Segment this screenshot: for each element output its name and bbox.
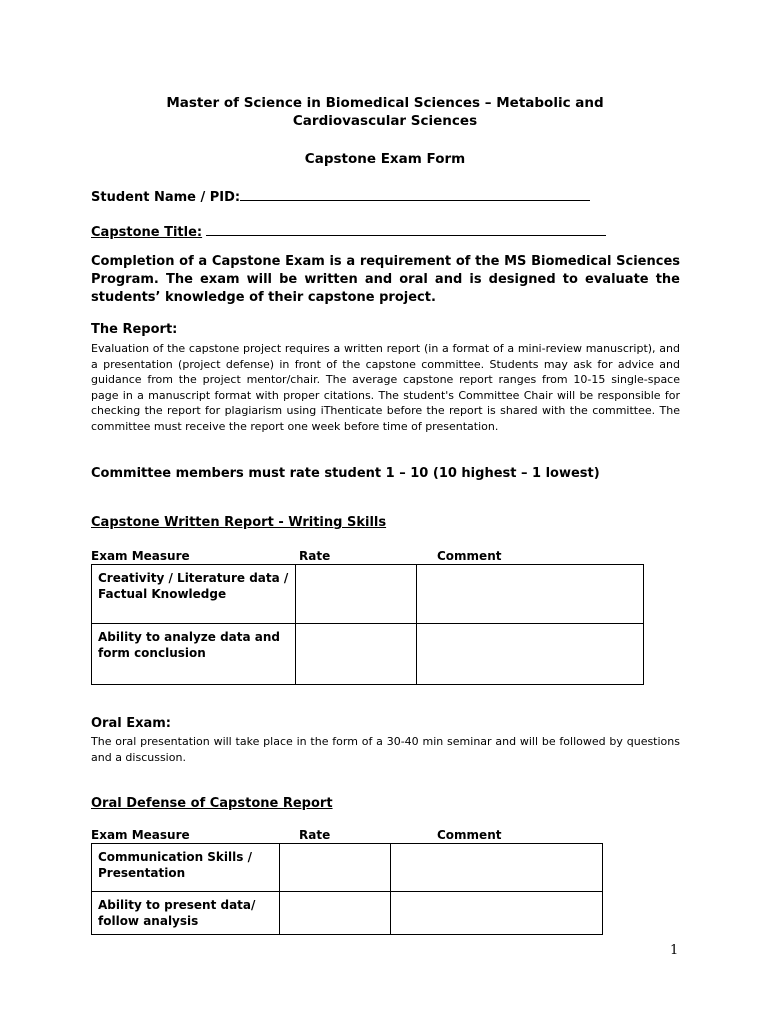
- measure-cell: Ability to analyze data and form conclusion: [92, 624, 296, 685]
- rate-cell[interactable]: [296, 624, 417, 685]
- rate-cell[interactable]: [296, 565, 417, 624]
- table-row: [92, 844, 603, 892]
- table-row: [92, 565, 644, 624]
- oral-defense-table: [91, 843, 603, 935]
- program-title-line1: Master of Science in Biomedical Sciences – Metabolic and: [166, 95, 604, 111]
- comment-cell[interactable]: [417, 624, 644, 685]
- measure-cell: Ability to present data/ follow analysis: [92, 892, 280, 935]
- report-paragraph: Evaluation of the capstone project requires a written report (in a format of a mini-review manuscript), and a presentation (project defense) in front of the capstone committee. Students may ask for advice and guidance from the project mentor/chair. The average capstone report ranges from 10-15 single-space page in a manuscript format with proper citations. The student's Committee Chair will be responsible for checking the report for plagiarism using iThenticate before the report is shared with the committee. The committee must receive the report one week before time of presentation.: [91, 342, 680, 433]
- comment-cell[interactable]: [417, 565, 644, 624]
- table-row: [92, 624, 644, 685]
- measure-cell: Communication Skills / Presentation: [92, 844, 280, 892]
- student-name-label: Student Name / PID:: [91, 190, 241, 205]
- student-name-blank[interactable]: [240, 187, 590, 201]
- oral-col-measure: Exam Measure: [91, 828, 190, 842]
- oral-exam-paragraph: The oral presentation will take place in the form of a 30-40 min seminar and will be followed by questions and a discussion.: [91, 735, 680, 764]
- oral-col-rate: Rate: [299, 828, 331, 842]
- comment-cell[interactable]: [391, 844, 603, 892]
- written-report-heading: Capstone Written Report - Writing Skills: [91, 515, 387, 530]
- written-col-measure: Exam Measure: [91, 549, 190, 563]
- capstone-title-field[interactable]: [91, 222, 606, 240]
- rate-cell[interactable]: [280, 844, 391, 892]
- capstone-title-label: Capstone Title:: [91, 225, 203, 240]
- form-title: Capstone Exam Form: [304, 151, 466, 167]
- comment-cell[interactable]: [391, 892, 603, 935]
- report-heading: The Report:: [91, 322, 178, 337]
- intro-paragraph: Completion of a Capstone Exam is a requirement of the MS Biomedical Sciences Program. The exam will be written and oral and is designed to evaluate the students’ knowledge of their capstone project.: [91, 254, 680, 305]
- table-row: [92, 892, 603, 935]
- capstone-title-blank[interactable]: [206, 222, 606, 236]
- written-col-comment: Comment: [437, 549, 502, 563]
- oral-exam-heading: Oral Exam:: [91, 716, 171, 731]
- oral-defense-heading: Oral Defense of Capstone Report: [91, 796, 333, 811]
- rate-cell[interactable]: [280, 892, 391, 935]
- program-title-line2: Cardiovascular Sciences: [292, 113, 478, 129]
- oral-col-comment: Comment: [437, 828, 502, 842]
- student-name-field[interactable]: [91, 187, 590, 205]
- written-report-table: [91, 564, 644, 685]
- rating-instruction: Committee members must rate student 1 – 10 (10 highest – 1 lowest): [91, 466, 600, 481]
- measure-cell: Creativity / Literature data / Factual Knowledge: [92, 565, 296, 624]
- written-col-rate: Rate: [299, 549, 331, 563]
- page-number: 1: [670, 943, 679, 958]
